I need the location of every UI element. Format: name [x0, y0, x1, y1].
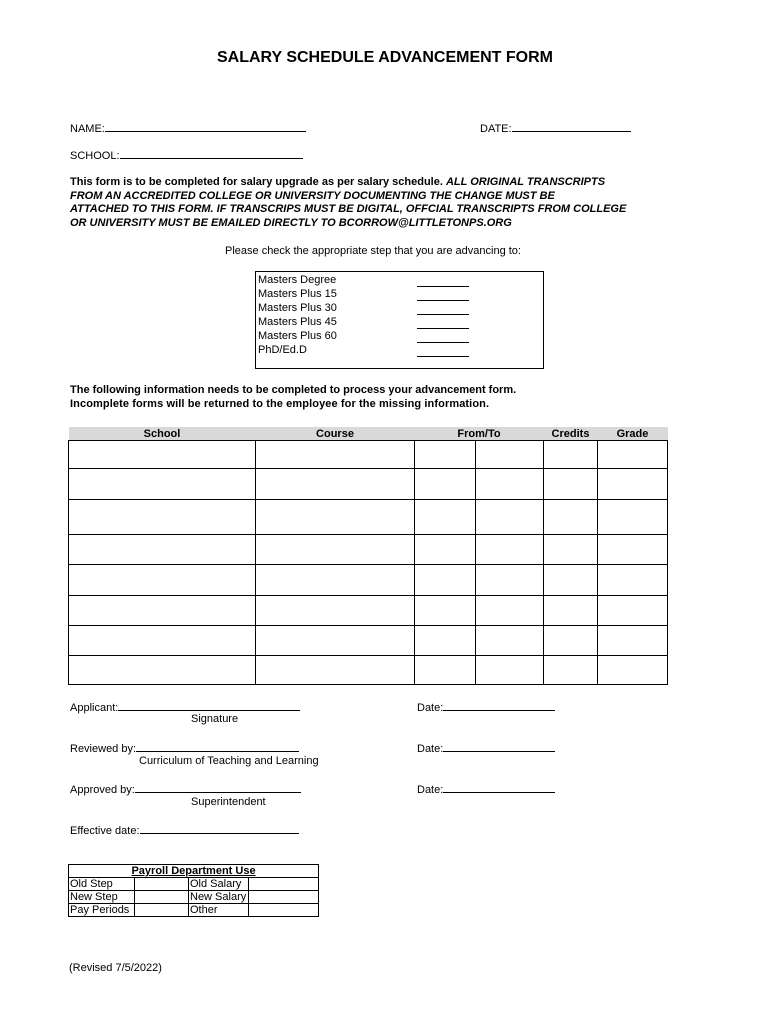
- table-cell[interactable]: [544, 656, 598, 685]
- payroll-value[interactable]: [249, 878, 319, 891]
- date-field[interactable]: [480, 121, 631, 135]
- payroll-value[interactable]: [135, 891, 189, 904]
- table-cell[interactable]: [598, 656, 668, 685]
- instructions: This form is to be completed for salary upgrade as per salary schedule. ALL ORIGINAL TRANSCRIPTS FROM AN ACCREDITED COLLEGE OR UNIVERSITY DOCUMENTING THE CHANGE MUST BE ATTACHED TO THIS FORM. IF TRANSCRIPS MUST BE DIGITAL, OFFCIAL TRANSCRIPTS FROM COLLEGE OR UNIVERSITY MUST BE EMAILED DIRECTLY TO BCORROW@LITTLETONPS.ORG: [70, 176, 627, 230]
- table-cell[interactable]: [256, 500, 415, 535]
- table-cell[interactable]: [476, 596, 544, 626]
- reviewed-date-field[interactable]: [417, 741, 555, 755]
- instructions-emph-3: ATTACHED TO THIS FORM. IF TRANSCRIPS MUST BE DIGITAL, OFFCIAL TRANSCRIPTS FROM COLLEGE: [70, 203, 627, 216]
- date-label: Date:: [417, 743, 444, 755]
- step-option: Masters Degree: [258, 274, 337, 286]
- effective-label: Effective date:: [70, 825, 140, 837]
- approved-sub: Superintendent: [191, 796, 266, 808]
- name-line[interactable]: [105, 121, 306, 132]
- date-line[interactable]: [443, 782, 555, 793]
- table-row: [69, 535, 668, 565]
- table-row: [69, 500, 668, 535]
- table-cell[interactable]: [415, 500, 476, 535]
- table-cell[interactable]: [598, 469, 668, 500]
- step-option: Masters Plus 15: [258, 288, 337, 300]
- payroll-row: [69, 891, 319, 904]
- approved-date-field[interactable]: [417, 782, 555, 796]
- incomplete-notice: Incomplete forms will be returned to the employee for the missing information.: [70, 398, 490, 410]
- step-checkline[interactable]: [417, 319, 469, 329]
- course-table: [68, 427, 668, 685]
- table-cell[interactable]: [415, 535, 476, 565]
- instructions-emph-4: OR UNIVERSITY MUST BE EMAILED DIRECTLY TO BCORROW@LITTLETONPS.ORG: [70, 217, 512, 230]
- payroll-label: Other: [189, 904, 249, 917]
- table-cell[interactable]: [476, 441, 544, 469]
- table-cell[interactable]: [476, 565, 544, 596]
- payroll-header: Payroll Department Use: [69, 865, 319, 878]
- table-row: [69, 626, 668, 656]
- applicant-label: Applicant:: [70, 702, 119, 714]
- col-grade: Grade: [598, 427, 668, 441]
- table-cell[interactable]: [476, 469, 544, 500]
- payroll-label: New Step: [69, 891, 135, 904]
- table-cell[interactable]: [69, 565, 256, 596]
- table-cell[interactable]: [256, 441, 415, 469]
- col-school: School: [69, 427, 256, 441]
- page-title: SALARY SCHEDULE ADVANCEMENT FORM: [216, 49, 553, 66]
- step-checkline[interactable]: [417, 291, 469, 301]
- table-cell[interactable]: [415, 626, 476, 656]
- school-field[interactable]: [70, 148, 303, 162]
- table-cell[interactable]: [415, 441, 476, 469]
- table-cell[interactable]: [69, 596, 256, 626]
- table-header-row: [69, 427, 668, 441]
- approved-field[interactable]: [70, 782, 301, 796]
- table-row: [69, 469, 668, 500]
- table-cell[interactable]: [69, 656, 256, 685]
- step-option: Masters Plus 45: [258, 316, 337, 328]
- table-cell[interactable]: [476, 535, 544, 565]
- table-cell[interactable]: [544, 441, 598, 469]
- payroll-value[interactable]: [249, 904, 319, 917]
- table-cell[interactable]: [256, 596, 415, 626]
- payroll-table: [68, 864, 319, 917]
- step-option: PhD/Ed.D: [258, 344, 307, 356]
- applicant-line[interactable]: [118, 700, 300, 711]
- payroll-value[interactable]: [135, 878, 189, 891]
- payroll-label: Old Step: [69, 878, 135, 891]
- date-line[interactable]: [443, 741, 555, 752]
- table-cell[interactable]: [69, 535, 256, 565]
- table-cell[interactable]: [256, 626, 415, 656]
- table-cell[interactable]: [415, 469, 476, 500]
- effective-date-field[interactable]: [70, 823, 299, 837]
- table-cell[interactable]: [69, 469, 256, 500]
- approved-line[interactable]: [135, 782, 301, 793]
- step-checkline[interactable]: [417, 277, 469, 287]
- table-cell[interactable]: [544, 565, 598, 596]
- date-label: Date:: [417, 784, 444, 796]
- payroll-row: [69, 904, 319, 917]
- table-cell[interactable]: [598, 626, 668, 656]
- col-course: Course: [256, 427, 415, 441]
- effective-line[interactable]: [140, 823, 299, 834]
- revised-date: (Revised 7/5/2022): [69, 962, 162, 974]
- step-option: Masters Plus 60: [258, 330, 337, 342]
- date-label: DATE:: [480, 123, 512, 135]
- table-cell[interactable]: [598, 535, 668, 565]
- table-cell[interactable]: [256, 656, 415, 685]
- name-label: NAME:: [70, 123, 105, 135]
- table-row: [69, 596, 668, 626]
- col-credits: Credits: [544, 427, 598, 441]
- table-cell[interactable]: [544, 500, 598, 535]
- table-cell[interactable]: [69, 626, 256, 656]
- school-line[interactable]: [120, 148, 303, 159]
- school-label: SCHOOL:: [70, 150, 120, 162]
- date-label: Date:: [417, 702, 444, 714]
- table-cell[interactable]: [415, 656, 476, 685]
- info-notice: The following information needs to be completed to process your advancement form.: [70, 384, 517, 396]
- payroll-label: New Salary: [189, 891, 249, 904]
- reviewed-sub: Curriculum of Teaching and Learning: [139, 755, 319, 767]
- table-cell[interactable]: [598, 596, 668, 626]
- table-cell[interactable]: [544, 469, 598, 500]
- applicant-field[interactable]: [70, 700, 300, 714]
- reviewed-line[interactable]: [136, 741, 299, 752]
- table-row: [69, 656, 668, 685]
- table-cell[interactable]: [415, 596, 476, 626]
- table-cell[interactable]: [544, 626, 598, 656]
- reviewed-field[interactable]: [70, 741, 299, 755]
- name-field[interactable]: [70, 121, 306, 135]
- payroll-value[interactable]: [249, 891, 319, 904]
- table-cell[interactable]: [544, 535, 598, 565]
- payroll-label: Pay Periods: [69, 904, 135, 917]
- table-cell[interactable]: [598, 441, 668, 469]
- col-from-to: From/To: [415, 427, 544, 441]
- instructions-emph-2: FROM AN ACCREDITED COLLEGE OR UNIVERSITY DOCUMENTING THE CHANGE MUST BE: [70, 189, 555, 202]
- approved-label: Approved by:: [70, 784, 135, 796]
- step-option: Masters Plus 30: [258, 302, 337, 314]
- payroll-row: [69, 878, 319, 891]
- table-cell[interactable]: [598, 565, 668, 596]
- step-selection-box: [255, 271, 544, 369]
- payroll-label: Old Salary: [189, 878, 249, 891]
- date-line[interactable]: [512, 121, 631, 132]
- table-row: [69, 565, 668, 596]
- step-checkline[interactable]: [417, 305, 469, 315]
- table-cell[interactable]: [476, 500, 544, 535]
- table-cell[interactable]: [476, 626, 544, 656]
- payroll-header-row: [69, 865, 319, 878]
- table-cell[interactable]: [544, 596, 598, 626]
- date-line[interactable]: [443, 700, 555, 711]
- table-cell[interactable]: [256, 535, 415, 565]
- table-cell[interactable]: [415, 565, 476, 596]
- table-cell[interactable]: [256, 565, 415, 596]
- step-prompt: Please check the appropriate step that you are advancing to:: [225, 245, 521, 257]
- applicant-date-field[interactable]: [417, 700, 555, 714]
- reviewed-label: Reviewed by:: [70, 743, 137, 755]
- step-checkline[interactable]: [417, 333, 469, 343]
- payroll-value[interactable]: [135, 904, 189, 917]
- instructions-plain: This form is to be completed for salary upgrade as per salary schedule: [70, 176, 440, 188]
- table-cell[interactable]: [69, 500, 256, 535]
- table-cell[interactable]: [256, 469, 415, 500]
- instructions-emph-1: ALL ORIGINAL TRANSCRIPTS: [445, 176, 606, 188]
- table-cell[interactable]: [69, 441, 256, 469]
- table-cell[interactable]: [598, 500, 668, 535]
- step-checkline[interactable]: [417, 347, 469, 357]
- table-cell[interactable]: [476, 656, 544, 685]
- applicant-sub: Signature: [191, 713, 239, 725]
- table-row: [69, 441, 668, 469]
